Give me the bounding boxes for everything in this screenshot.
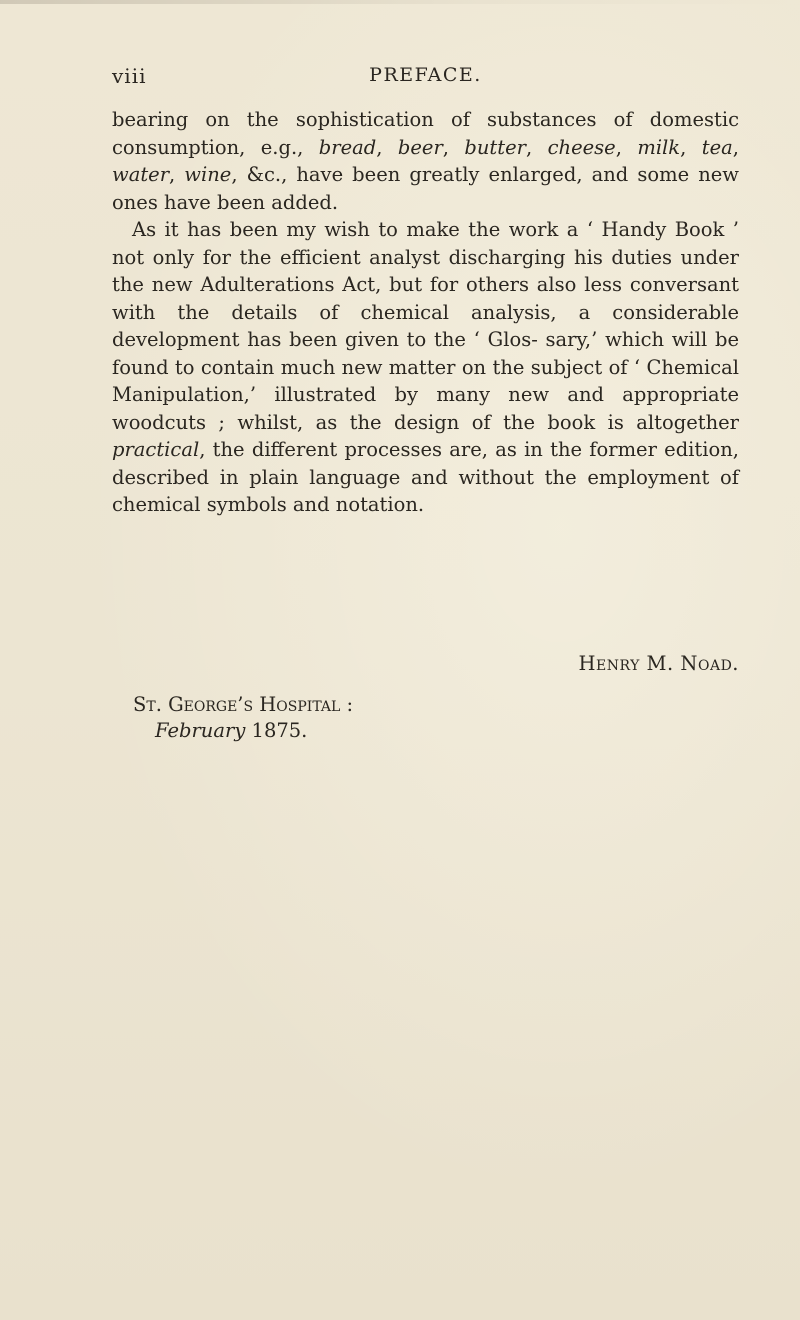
- date-month: February: [155, 719, 246, 742]
- paragraph-1-italic-word: tea: [701, 135, 733, 159]
- paragraph-2-text: As it has been my wish to make the work a ‘ Handy Book ’ not only for the efficient analyst discharging his duties under the new Adulterations Act, but for others also less conversant with the details of chemical analysis, a considerable development has been given to the ‘ Glos- sary,’ which will be found to contain much new matter on the subject of ‘ Chemical Manipulation,’ illustrated by many new and appropriate woodcuts ; whilst, as the design of the book is altogether: [112, 218, 739, 434]
- paragraph-1-text: ,: [376, 135, 398, 159]
- paragraph-1-italic-word: cheese: [547, 135, 616, 159]
- paragraph-1-italic-word: water: [112, 163, 170, 186]
- paragraph-1-text: bearing on the sophistication of substances of domestic consumption, e.g.,: [112, 108, 739, 159]
- paragraph-1-italic-word: butter: [464, 135, 526, 159]
- page-number: viii: [112, 64, 147, 88]
- paragraph-1-italic-word: wine: [184, 163, 232, 186]
- paragraph-1-text: ,: [525, 135, 548, 159]
- paragraph-1-text: ,: [442, 135, 465, 159]
- paragraph-2-text: , the different processes are, as in the former edition, described in plain language and without the employment of chemical symbols and notation.: [112, 438, 739, 516]
- date-year: 1875.: [245, 719, 308, 742]
- paragraph-2-italic-word: practical: [112, 438, 200, 461]
- page-edge-shadow: [0, 0, 800, 4]
- author-signature: Henry M. Noad.: [578, 652, 739, 675]
- signing-place: St. George’s Hospital :: [133, 693, 354, 716]
- page-header: [112, 64, 739, 94]
- running-head: PREFACE.: [369, 64, 482, 86]
- paragraph-2: [112, 216, 739, 519]
- paragraph-1-text: ,: [615, 135, 638, 159]
- paragraph-1-italic-word: bread: [318, 135, 377, 159]
- paragraph-1: [112, 106, 739, 216]
- paragraph-1-italic-word: milk: [637, 135, 681, 159]
- preface-body: [112, 106, 739, 519]
- paragraph-1-text: ,: [680, 135, 702, 159]
- paragraph-1-text: ,: [169, 163, 185, 186]
- signing-date: [155, 718, 307, 744]
- paragraph-1-italic-word: beer: [397, 135, 443, 159]
- paragraph-1-text: , &c., have been greatly enlarged, and some new ones have been added.: [112, 163, 739, 214]
- paragraph-1-text: ,: [732, 135, 739, 159]
